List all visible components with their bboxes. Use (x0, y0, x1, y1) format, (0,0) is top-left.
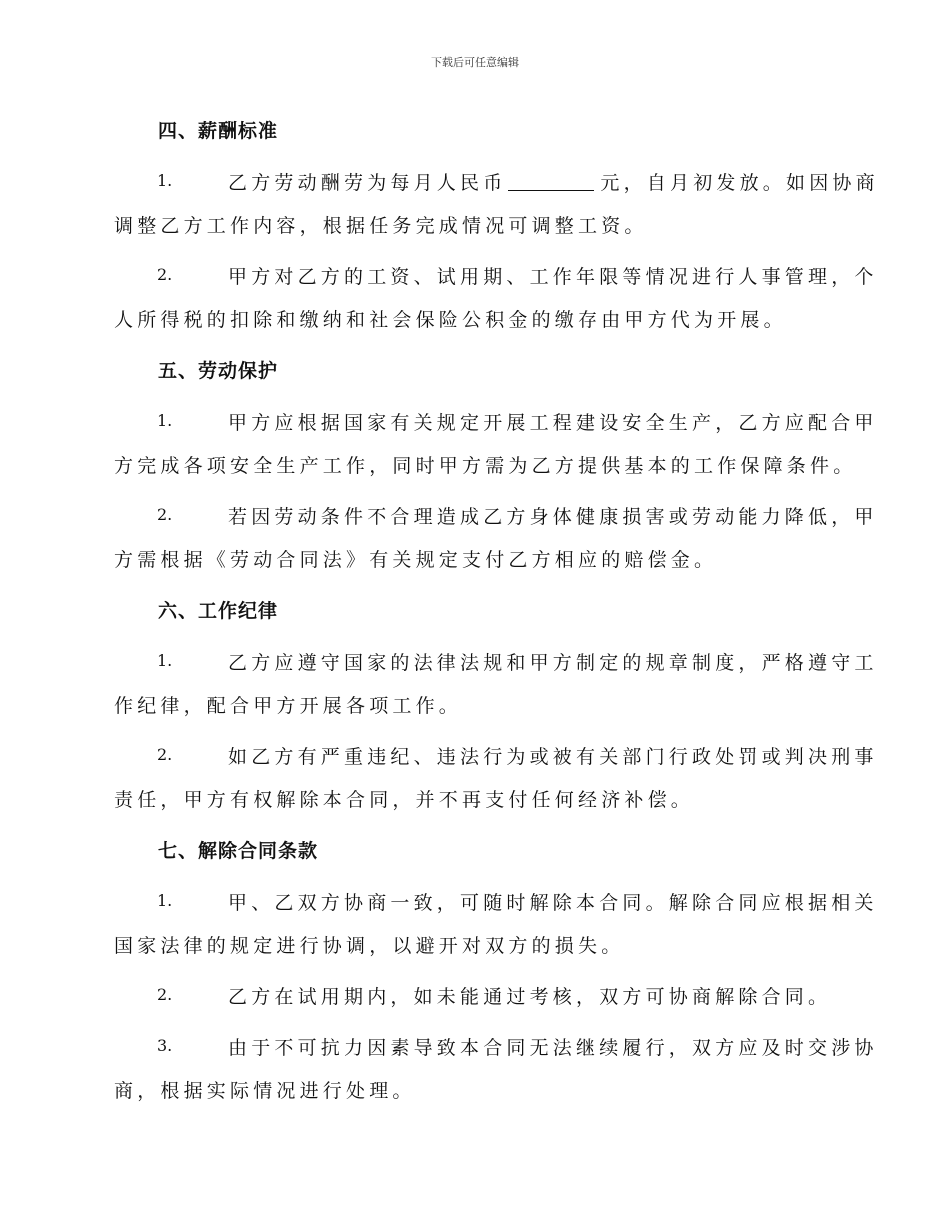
section-title-discipline: 六、工作纪律 (158, 600, 279, 622)
clause-line: 若因劳动条件不合理造成乙方身体健康损害或劳动能力降低，甲 (228, 506, 878, 528)
clause-line: 责任，甲方有权解除本合同，并不再支付任何经济补偿。 (114, 789, 695, 811)
item-number: 2. (157, 265, 173, 284)
clause-line: 由于不可抗力因素导致本合同无法继续履行，双方应及时交涉协 (228, 1037, 878, 1059)
clause-line: 方需根据《劳动合同法》有关规定支付乙方相应的赔偿金。 (114, 549, 718, 571)
item-number: 3. (157, 1036, 173, 1055)
clause-line: 人所得税的扣除和缴纳和社会保险公积金的缴存由甲方代为开展。 (114, 309, 787, 331)
item-number: 1. (157, 171, 173, 190)
clause-line: 方完成各项安全生产工作，同时甲方需为乙方提供基本的工作保障条件。 (114, 455, 857, 477)
clause-line: 作纪律，配合甲方开展各项工作。 (114, 695, 463, 717)
clause-line: 甲方应根据国家有关规定开展工程建设安全生产，乙方应配合甲 (228, 412, 878, 434)
section-title-termination: 七、解除合同条款 (158, 840, 319, 862)
clause-line: 国家法律的规定进行协调，以避开对双方的损失。 (114, 935, 625, 957)
section-title-salary: 四、薪酬标准 (158, 120, 279, 142)
clause-text: 元，自月初发放。如因协商 (600, 172, 879, 194)
item-number: 1. (157, 411, 173, 430)
clause-line (228, 168, 879, 195)
clause-line: 乙方在试用期内，如未能通过考核，双方可协商解除合同。 (228, 986, 832, 1008)
item-number: 1. (157, 891, 173, 910)
header-note: 下载后可任意编辑 (431, 56, 519, 69)
section-title-labor-protection: 五、劳动保护 (158, 360, 279, 382)
clause-line: 如乙方有严重违纪、违法行为或被有关部门行政处罚或判决刑事 (228, 746, 878, 768)
clause-text: 乙方劳动酬劳为每月人民币 (228, 172, 507, 194)
clause-line: 甲、乙双方协商一致，可随时解除本合同。解除合同应根据相关 (228, 892, 878, 914)
clause-line: 甲方对乙方的工资、试用期、工作年限等情况进行人事管理，个 (228, 266, 878, 288)
clause-line: 调整乙方工作内容，根据任务完成情况可调整工资。 (114, 215, 648, 237)
item-number: 2. (157, 985, 173, 1004)
amount-blank (508, 172, 594, 191)
clause-line: 商，根据实际情况进行处理。 (114, 1080, 416, 1102)
item-number: 2. (157, 505, 173, 524)
item-number: 1. (157, 651, 173, 670)
clause-line: 乙方应遵守国家的法律法规和甲方制定的规章制度，严格遵守工 (228, 652, 878, 674)
item-number: 2. (157, 745, 173, 764)
